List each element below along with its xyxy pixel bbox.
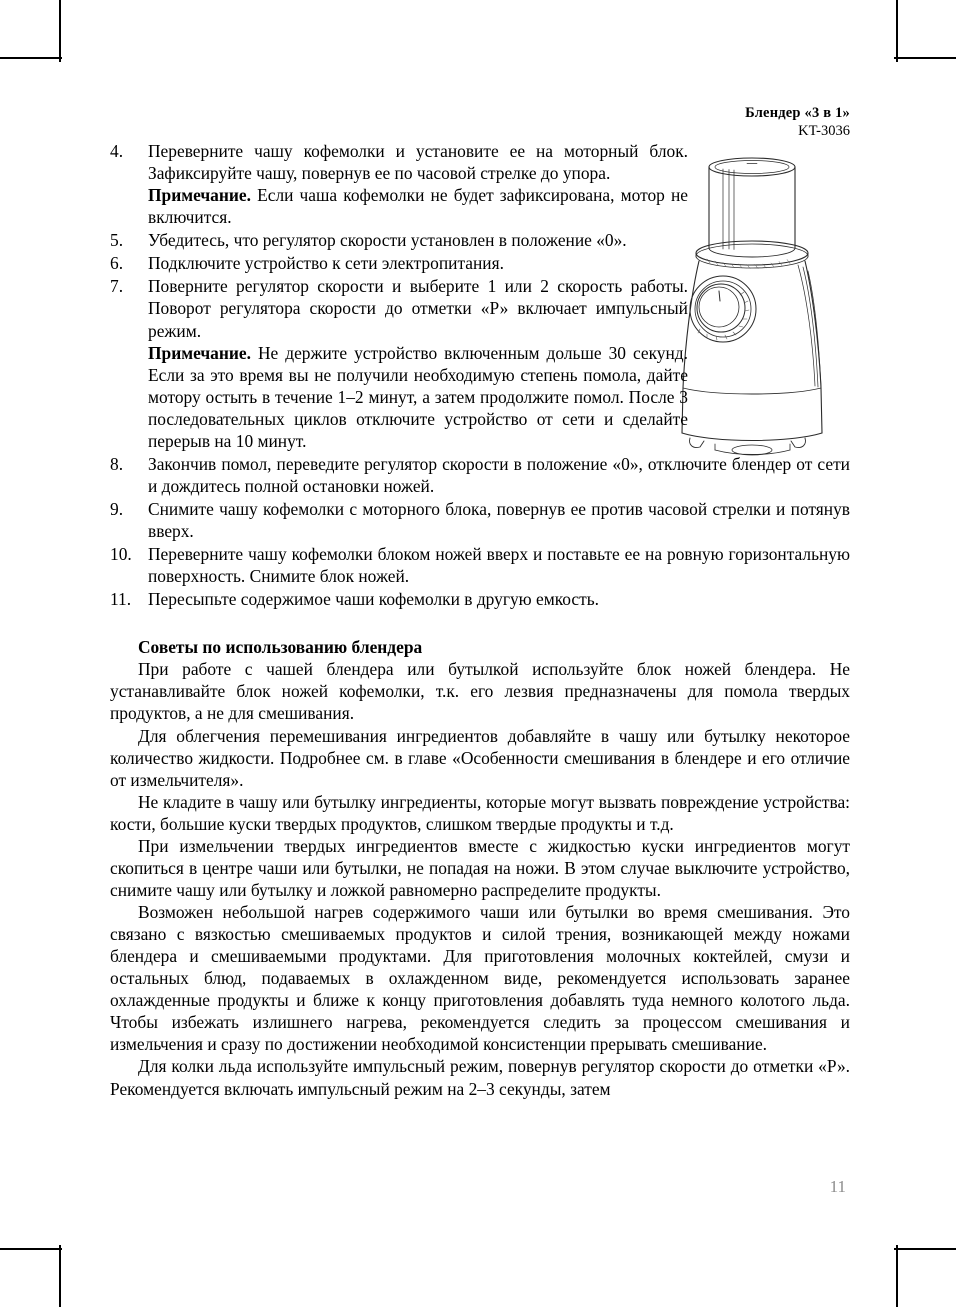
- tips-heading: Советы по использованию блендера: [138, 636, 423, 657]
- page-number: 11: [829, 1177, 846, 1196]
- step-text: Переверните чашу кофемолки и установите ее на моторный блок. Зафиксируйте чашу, повернув ее по часовой стрелке до упора.: [148, 141, 688, 184]
- step-note: Примечание. Если чаша кофемолки не будет зафиксирована, мотор не включится.: [148, 185, 688, 228]
- instruction-step: [110, 543, 850, 587]
- tips-paragraph: Для облегчения перемешивания ингредиентов добавляйте в чашу или бутылку некоторое количество жидкости. Подробнее см. в главе «Особенности смешивания в блендере и его отличие от измельчителя».: [110, 725, 850, 790]
- step-note: Примечание. Не держите устройство включенным дольше 30 секунд. Если за это время вы не получили необходимую степень помола, дайте мотору остыть в течение 1–2 минут, а затем продолжите помол. После 3 последовательных циклов отключите устройство от сети и сделайте перерыв на 10 минут.: [148, 342, 688, 451]
- step-number: 8.: [110, 453, 124, 474]
- note-label: Примечание.: [148, 342, 251, 363]
- crop-mark-top-right-vertical: [896, 0, 898, 62]
- running-head-model-name: Блендер «3 в 1»: [745, 105, 850, 121]
- step-text: Снимите чашу кофемолки с моторного блока, повернув ее против часовой стрелки и потянув вверх.: [148, 498, 850, 541]
- page-content: [110, 105, 850, 1100]
- step-text: Закончив помол, переведите регулятор скорости в положение «0», отключите блендер от сети и дождитесь полной остановки ножей.: [148, 453, 850, 496]
- step-text: Убедитесь, что регулятор скорости установлен в положение «0».: [148, 230, 627, 251]
- step-text: Поверните регулятор скорости и выберите 1 или 2 скорость работы. Поворот регулятора скорости до отметки «Р» включает импульсный режим.: [148, 276, 688, 341]
- tips-paragraph: При измельчении твердых ингредиентов вместе с жидкостью куски ингредиентов могут скопиться в центре чаши или бутылки, не попадая на ножи. В этом случае выключите устройство, снимите чашу или бутылку и ложкой равномерно распределите продукты.: [110, 835, 850, 900]
- crop-mark-bottom-right-horizontal: [894, 1248, 956, 1250]
- instruction-step: [110, 453, 850, 497]
- running-head: [110, 105, 850, 140]
- step-text: Переверните чашу кофемолки блоком ножей вверх и поставьте ее на ровную горизонтальную поверхность. Снимите блок ножей.: [148, 543, 850, 586]
- tips-paragraph: При работе с чашей блендера или бутылкой используйте блок ножей блендера. Не устанавливайте блок ножей кофемолки, т.к. его лезвия предназначены для помола твердых продуктов, а не для смешивания.: [110, 659, 850, 724]
- crop-mark-top-left-horizontal: [0, 57, 62, 59]
- tips-section: [110, 636, 850, 1100]
- tips-paragraph: Для колки льда используйте импульсный режим, повернув регулятор скорости до отметки «Р». Рекомендуется включать импульсный режим на 2–3 секунды, затем: [110, 1056, 850, 1099]
- instruction-step: [110, 252, 688, 274]
- step-number: 7.: [110, 276, 124, 297]
- crop-mark-bottom-left-vertical: [59, 1245, 61, 1307]
- instruction-step: [110, 498, 850, 542]
- crop-mark-bottom-right-vertical: [896, 1245, 898, 1307]
- tips-paragraph: Возможен небольшой нагрев содержимого чаши или бутылки во время смешивания. Это связано с вязкостью смешиваемых продуктов и силой трения, возникающей между ножами блендера и смешиваемыми продуктами. Для приготовления молочных коктейлей, смузи и остальных блюд, подаваемых в охлажденном виде, рекомендуется использовать заранее охлажденные продукты и ближе к концу приготовления добавлять туда немного колотого льда. Чтобы избежать излишнего нагрева, рекомендуется следить за процессом смешивания и измельчения и сразу по достижении необходимой консистенции прерывать смешивание.: [110, 902, 850, 1055]
- step-text: Подключите устройство к сети электропитания.: [148, 253, 504, 274]
- instruction-step: [110, 588, 850, 610]
- tips-paragraph: Не кладите в чашу или бутылку ингредиенты, которые могут вызвать повреждение устройства: кости, большие куски твердых продуктов, слишком твердые продукты и т.д.: [110, 791, 850, 834]
- step-number: 9.: [110, 498, 124, 519]
- running-head-model-code: KT-3036: [798, 122, 850, 139]
- crop-mark-top-left-vertical: [59, 0, 61, 62]
- instruction-step: [110, 275, 688, 451]
- page-folio: [0, 1177, 846, 1197]
- step-number: 10.: [110, 543, 132, 564]
- note-label: Примечание.: [148, 185, 251, 206]
- tips-paragraphs: [110, 658, 850, 1099]
- step-text: Пересыпьте содержимое чаши кофемолки в другую емкость.: [148, 588, 600, 609]
- step-number: 6.: [110, 253, 124, 274]
- crop-mark-bottom-left-horizontal: [0, 1248, 62, 1250]
- instruction-step: [110, 229, 688, 251]
- step-number: 11.: [110, 588, 132, 609]
- instruction-step: [110, 140, 688, 228]
- crop-mark-top-right-horizontal: [894, 57, 956, 59]
- step-number: 5.: [110, 230, 124, 251]
- step-number: 4.: [110, 141, 124, 162]
